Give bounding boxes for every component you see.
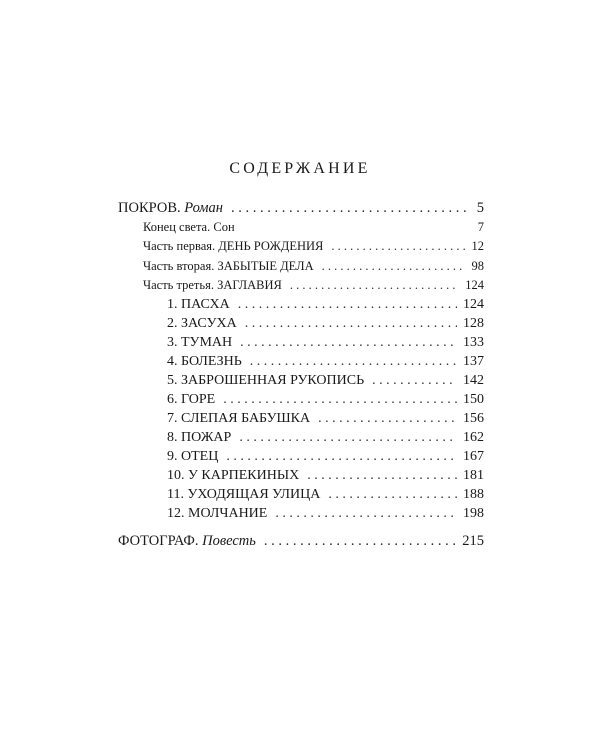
toc-entry-label: 6. ГОРЕ — [167, 392, 216, 407]
dot-leader — [372, 373, 457, 389]
dot-leader — [238, 297, 457, 313]
toc-entry-label: 9. ОТЕЦ — [167, 449, 219, 464]
toc-page-number: 215 — [462, 533, 484, 549]
toc-entry-label: ПОКРОВ. Роман — [118, 200, 223, 216]
toc-entry-label: Часть вторая. ЗАБЫТЫЕ ДЕЛА — [143, 259, 314, 273]
toc-entry-chast-vtoraya[interactable] — [143, 259, 484, 274]
toc-page-number: 124 — [463, 297, 484, 312]
dot-leader — [331, 239, 465, 254]
toc-entry-pokrov[interactable] — [118, 200, 484, 217]
toc-entry-label: Часть первая. ДЕНЬ РОЖДЕНИЯ — [143, 239, 324, 253]
dot-leader — [250, 354, 457, 370]
toc-entry-chast-tretya[interactable] — [143, 278, 484, 293]
toc-page-number: 133 — [463, 335, 484, 350]
dot-leader — [223, 392, 457, 408]
toc-entry-label: 2. ЗАСУХА — [167, 316, 237, 331]
dot-leader — [240, 335, 457, 351]
toc-entry-konets-sveta[interactable] — [143, 220, 484, 235]
dot-leader — [328, 487, 457, 503]
dot-leader — [231, 200, 471, 217]
toc-entry-label: 11. УХОДЯЩАЯ УЛИЦА — [167, 487, 321, 502]
toc-page-number: 12 — [471, 239, 484, 253]
toc-entry-chapter-6[interactable] — [167, 392, 484, 408]
dot-leader — [322, 259, 466, 274]
toc-page-number: 7 — [477, 220, 484, 234]
dot-leader — [239, 430, 457, 446]
toc-page-number: 150 — [463, 392, 484, 407]
toc-entry-chapter-9[interactable] — [167, 449, 484, 465]
toc-entry-chapter-8[interactable] — [167, 430, 484, 446]
toc-page-number: 98 — [471, 259, 484, 273]
toc-page-number: 137 — [463, 354, 484, 369]
dot-leader — [318, 411, 457, 427]
toc-entry-chapter-4[interactable] — [167, 354, 484, 370]
dot-leader — [264, 533, 456, 550]
toc-page-number: 198 — [463, 506, 484, 521]
toc-entry-label: 10. У КАРПЕКИНЫХ — [167, 468, 300, 483]
toc-page-number: 167 — [463, 449, 484, 464]
toc-page-number: 142 — [463, 373, 484, 388]
toc-entry-chapter-5[interactable] — [167, 373, 484, 389]
toc-entry-chast-pervaya[interactable] — [143, 239, 484, 254]
toc-entry-label: ФОТОГРАФ. Повесть — [118, 533, 256, 549]
toc-entry-label: 3. ТУМАН — [167, 335, 233, 350]
dot-leader — [226, 449, 457, 465]
toc-entry-label: Часть третья. ЗАГЛАВИЯ — [143, 278, 282, 292]
toc-entry-chapter-10[interactable] — [167, 468, 484, 484]
dot-leader — [307, 468, 457, 484]
toc-entry-label: 8. ПОЖАР — [167, 430, 232, 445]
toc-entry-label: 12. МОЛЧАНИЕ — [167, 506, 268, 521]
toc-page-number: 181 — [463, 468, 484, 483]
toc-page-number: 124 — [465, 278, 484, 292]
toc-entry-label: 1. ПАСХА — [167, 297, 230, 312]
toc-entry-chapter-3[interactable] — [167, 335, 484, 351]
toc-entry-chapter-1[interactable] — [167, 297, 484, 313]
toc-entry-label: 7. СЛЕПАЯ БАБУШКА — [167, 411, 311, 426]
toc-entry-fotograf[interactable] — [118, 533, 484, 550]
toc-entry-chapter-12[interactable] — [167, 506, 484, 522]
toc-entry-chapter-11[interactable] — [167, 487, 484, 503]
toc-entry-chapter-2[interactable] — [167, 316, 484, 332]
toc-heading: СОДЕРЖАНИЕ — [229, 160, 371, 177]
dot-leader — [275, 506, 457, 522]
toc-entry-label: 4. БОЛЕЗНЬ — [167, 354, 242, 369]
toc-entry-label: 5. ЗАБРОШЕННАЯ РУКОПИСЬ — [167, 373, 365, 388]
toc-entry-label: Конец света. Сон — [143, 220, 235, 234]
toc-page-number: 156 — [463, 411, 484, 426]
toc-page-number: 128 — [463, 316, 484, 331]
toc-page-number: 188 — [463, 487, 484, 502]
dot-leader — [245, 316, 457, 332]
toc-page-number: 162 — [463, 430, 484, 445]
toc-entry-chapter-7[interactable] — [167, 411, 484, 427]
dot-leader — [290, 278, 459, 293]
toc-page-number: 5 — [476, 200, 484, 216]
